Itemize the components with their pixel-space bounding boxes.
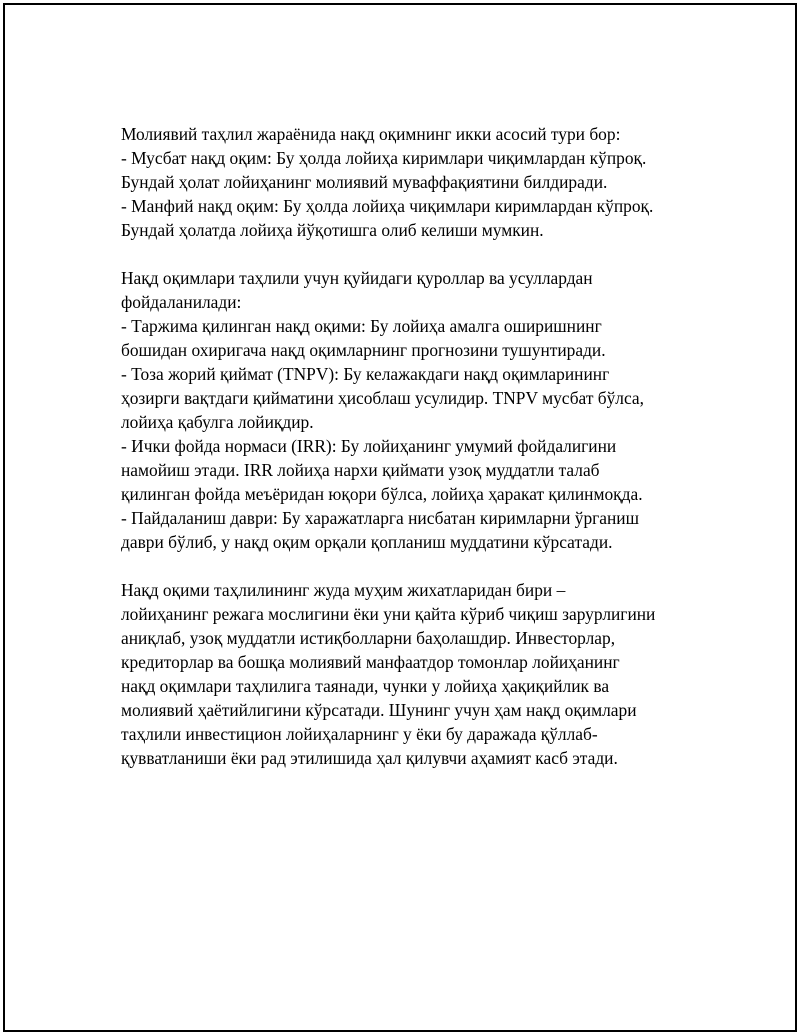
text-line: молиявий ҳаётийлигини кўрсатади. Шунинг учун ҳам нақд оқимлари <box>121 700 637 720</box>
page-frame <box>3 3 797 1032</box>
text-line: ҳозирги вақтдаги қийматини ҳисоблаш усулидир. TNPV мусбат бўлса, <box>121 388 644 408</box>
text-line: таҳлили инвестицион лойиҳаларнинг у ёки бу даражада қўллаб- <box>121 724 598 744</box>
text-line: - Манфий нақд оқим: Бу ҳолда лойиҳа чиқимлари киримлардан кўпроқ. <box>121 196 654 216</box>
text-line: - Ички фойда нормаси (IRR): Бу лойиҳанинг умумий фойдалигини <box>121 436 617 456</box>
text-line: намойиш этади. IRR лойиҳа нархи қиймати узоқ муддатли талаб <box>121 460 600 480</box>
text-line: - Тоза жорий қиймат (TNPV): Бу келажакдаги нақд оқимларининг <box>121 364 610 384</box>
text-line: лойиҳанинг режага мослигини ёки уни қайта кўриб чиқиш зарурлигини <box>121 604 656 624</box>
text-line: қувватланиши ёки рад этилишида ҳал қилувчи аҳамият касб этади. <box>121 748 618 768</box>
text-line: лойиҳа қабулга лойиқдир. <box>121 412 314 432</box>
text-line: Бундай ҳолат лойиҳанинг молиявий муваффақиятини билдиради. <box>121 172 608 192</box>
text-line: даври бўлиб, у нақд оқим орқали қопланиш муддатини кўрсатади. <box>121 532 613 552</box>
paragraph-importance <box>121 578 701 770</box>
paragraph-cash-flow-types <box>121 122 701 242</box>
text-line: Бундай ҳолатда лойиҳа йўқотишга олиб келиши мумкин. <box>121 220 544 240</box>
text-line: аниқлаб, узоқ муддатли истиқболларни баҳолашдир. Инвесторлар, <box>121 628 616 648</box>
text-line: Нақд оқими таҳлилининг жуда муҳим жихатларидан бири – <box>121 580 566 600</box>
document-body <box>121 122 701 794</box>
text-line: бошидан охиригача нақд оқимларнинг прогнозини тушунтиради. <box>121 340 606 360</box>
text-line: қилинган фойда меъёридан юқори бўлса, лойиҳа ҳаракат қилинмоқда. <box>121 484 643 504</box>
text-line: нақд оқимлари таҳлилига таянади, чунки у лойиҳа ҳақиқийлик ва <box>121 676 610 696</box>
text-line: - Мусбат нақд оқим: Бу ҳолда лойиҳа киримлари чиқимлардан кўпроқ. <box>121 148 647 168</box>
text-line: фойдаланилади: <box>121 292 242 312</box>
text-line: Нақд оқимлари таҳлили учун қуйидаги қуроллар ва усуллардан <box>121 268 593 288</box>
text-line: - Пайдаланиш даври: Бу харажатларга нисбатан киримларни ўрганиш <box>121 508 639 528</box>
paragraph-analysis-tools <box>121 266 701 554</box>
text-line: - Таржима қилинган нақд оқими: Бу лойиҳа амалга оширишнинг <box>121 316 602 336</box>
text-line: Молиявий таҳлил жараёнида нақд оқимнинг икки асосий тури бор: <box>121 124 621 144</box>
text-line: кредиторлар ва бошқа молиявий манфаатдор томонлар лойиҳанинг <box>121 652 620 672</box>
